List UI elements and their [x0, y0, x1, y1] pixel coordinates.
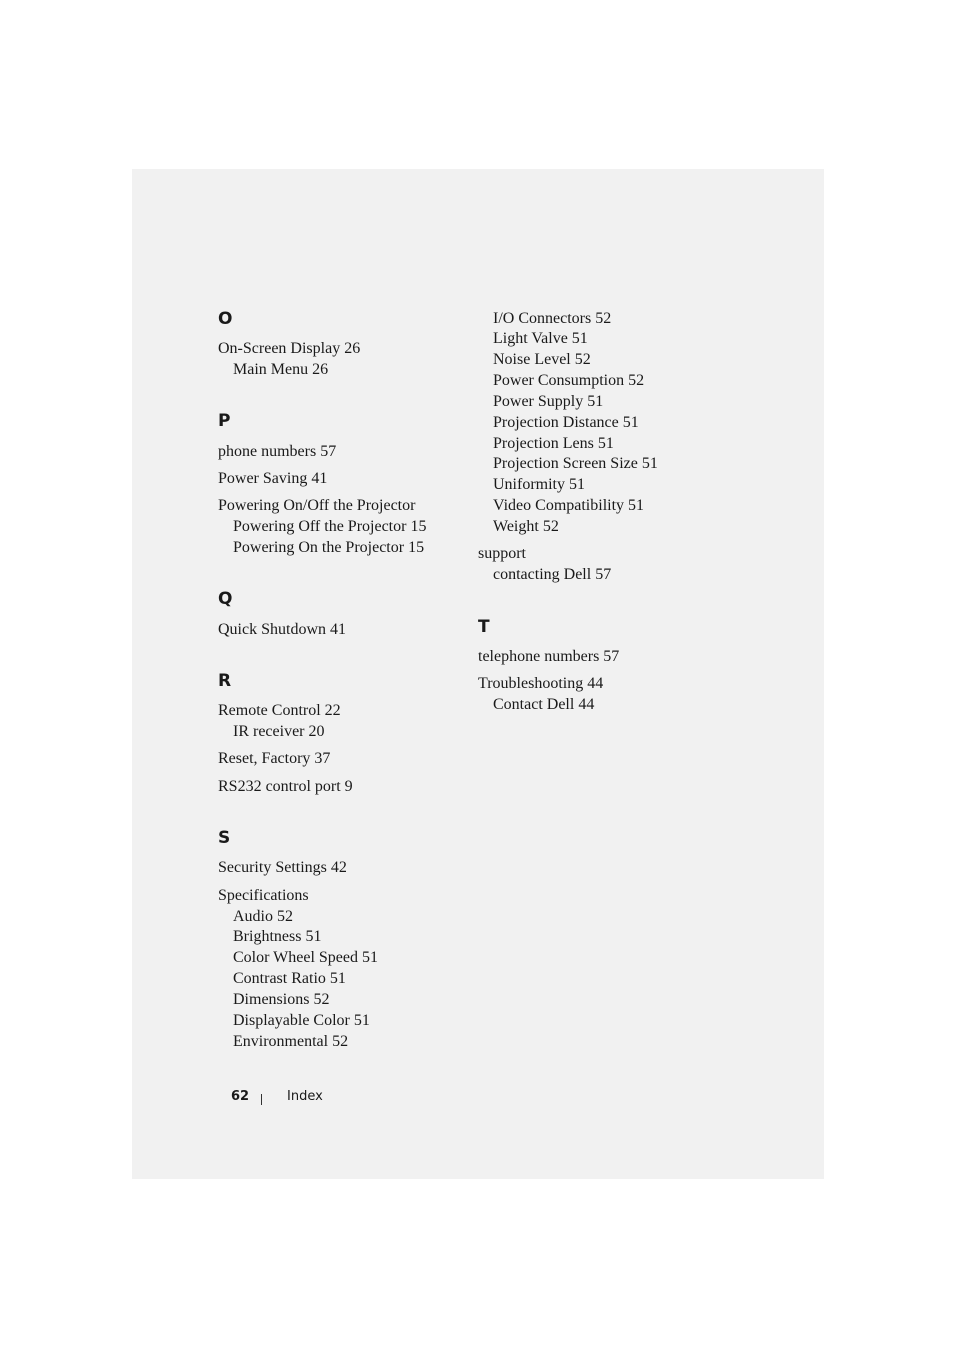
index-subentry: Power Consumption 52: [493, 372, 645, 389]
index-letter-q: Q: [218, 589, 233, 609]
index-subentry: Brightness 51: [233, 928, 322, 945]
index-subentry: Video Compatibility 51: [493, 497, 645, 514]
index-entry: phone numbers 57: [218, 443, 337, 460]
index-subentry: Contrast Ratio 51: [233, 970, 346, 987]
index-letter-s: S: [218, 828, 231, 848]
index-subentry: Light Valve 51: [493, 330, 588, 347]
index-subentry: Projection Screen Size 51: [493, 455, 658, 472]
index-letter-r: R: [218, 671, 232, 691]
index-subentry: Main Menu 26: [233, 361, 329, 378]
index-subentry: Weight 52: [493, 518, 559, 535]
index-letter-p: P: [218, 411, 231, 431]
index-subentry: Displayable Color 51: [233, 1012, 370, 1029]
index-subentry: Power Supply 51: [493, 393, 604, 410]
index-subentry: Uniformity 51: [493, 476, 585, 493]
index-subentry: Noise Level 52: [493, 351, 591, 368]
index-subentry: IR receiver 20: [233, 723, 325, 740]
index-entry: Reset, Factory 37: [218, 750, 331, 767]
index-subentry: Powering On the Projector 15: [233, 539, 425, 556]
index-letter-t: T: [478, 617, 490, 637]
index-subentry: Audio 52: [233, 908, 293, 925]
index-entry: On-Screen Display 26: [218, 340, 361, 357]
index-entry: Troubleshooting 44: [478, 675, 604, 692]
page-number: 62: [231, 1089, 250, 1104]
index-subentry: Dimensions 52: [233, 991, 330, 1008]
index-entry: Quick Shutdown 41: [218, 621, 346, 638]
footer-section-name: Index: [287, 1089, 323, 1104]
index-entry: Specifications: [218, 887, 309, 904]
index-entry: Remote Control 22: [218, 702, 341, 719]
index-letter-o: O: [218, 309, 233, 329]
index-entry: Security Settings 42: [218, 859, 347, 876]
index-entry: Power Saving 41: [218, 470, 328, 487]
index-entry: support: [478, 545, 526, 562]
footer-separator: [261, 1094, 262, 1105]
index-subentry: Environmental 52: [233, 1033, 349, 1050]
index-subentry: contacting Dell 57: [493, 566, 612, 583]
index-entry: telephone numbers 57: [478, 648, 620, 665]
index-subentry: I/O Connectors 52: [493, 310, 612, 327]
index-entry: RS232 control port 9: [218, 778, 353, 795]
index-subentry: Contact Dell 44: [493, 696, 595, 713]
index-subentry: Projection Lens 51: [493, 435, 614, 452]
index-subentry: Powering Off the Projector 15: [233, 518, 427, 535]
index-subentry: Projection Distance 51: [493, 414, 639, 431]
index-subentry: Color Wheel Speed 51: [233, 949, 379, 966]
index-entry: Powering On/Off the Projector: [218, 497, 416, 514]
